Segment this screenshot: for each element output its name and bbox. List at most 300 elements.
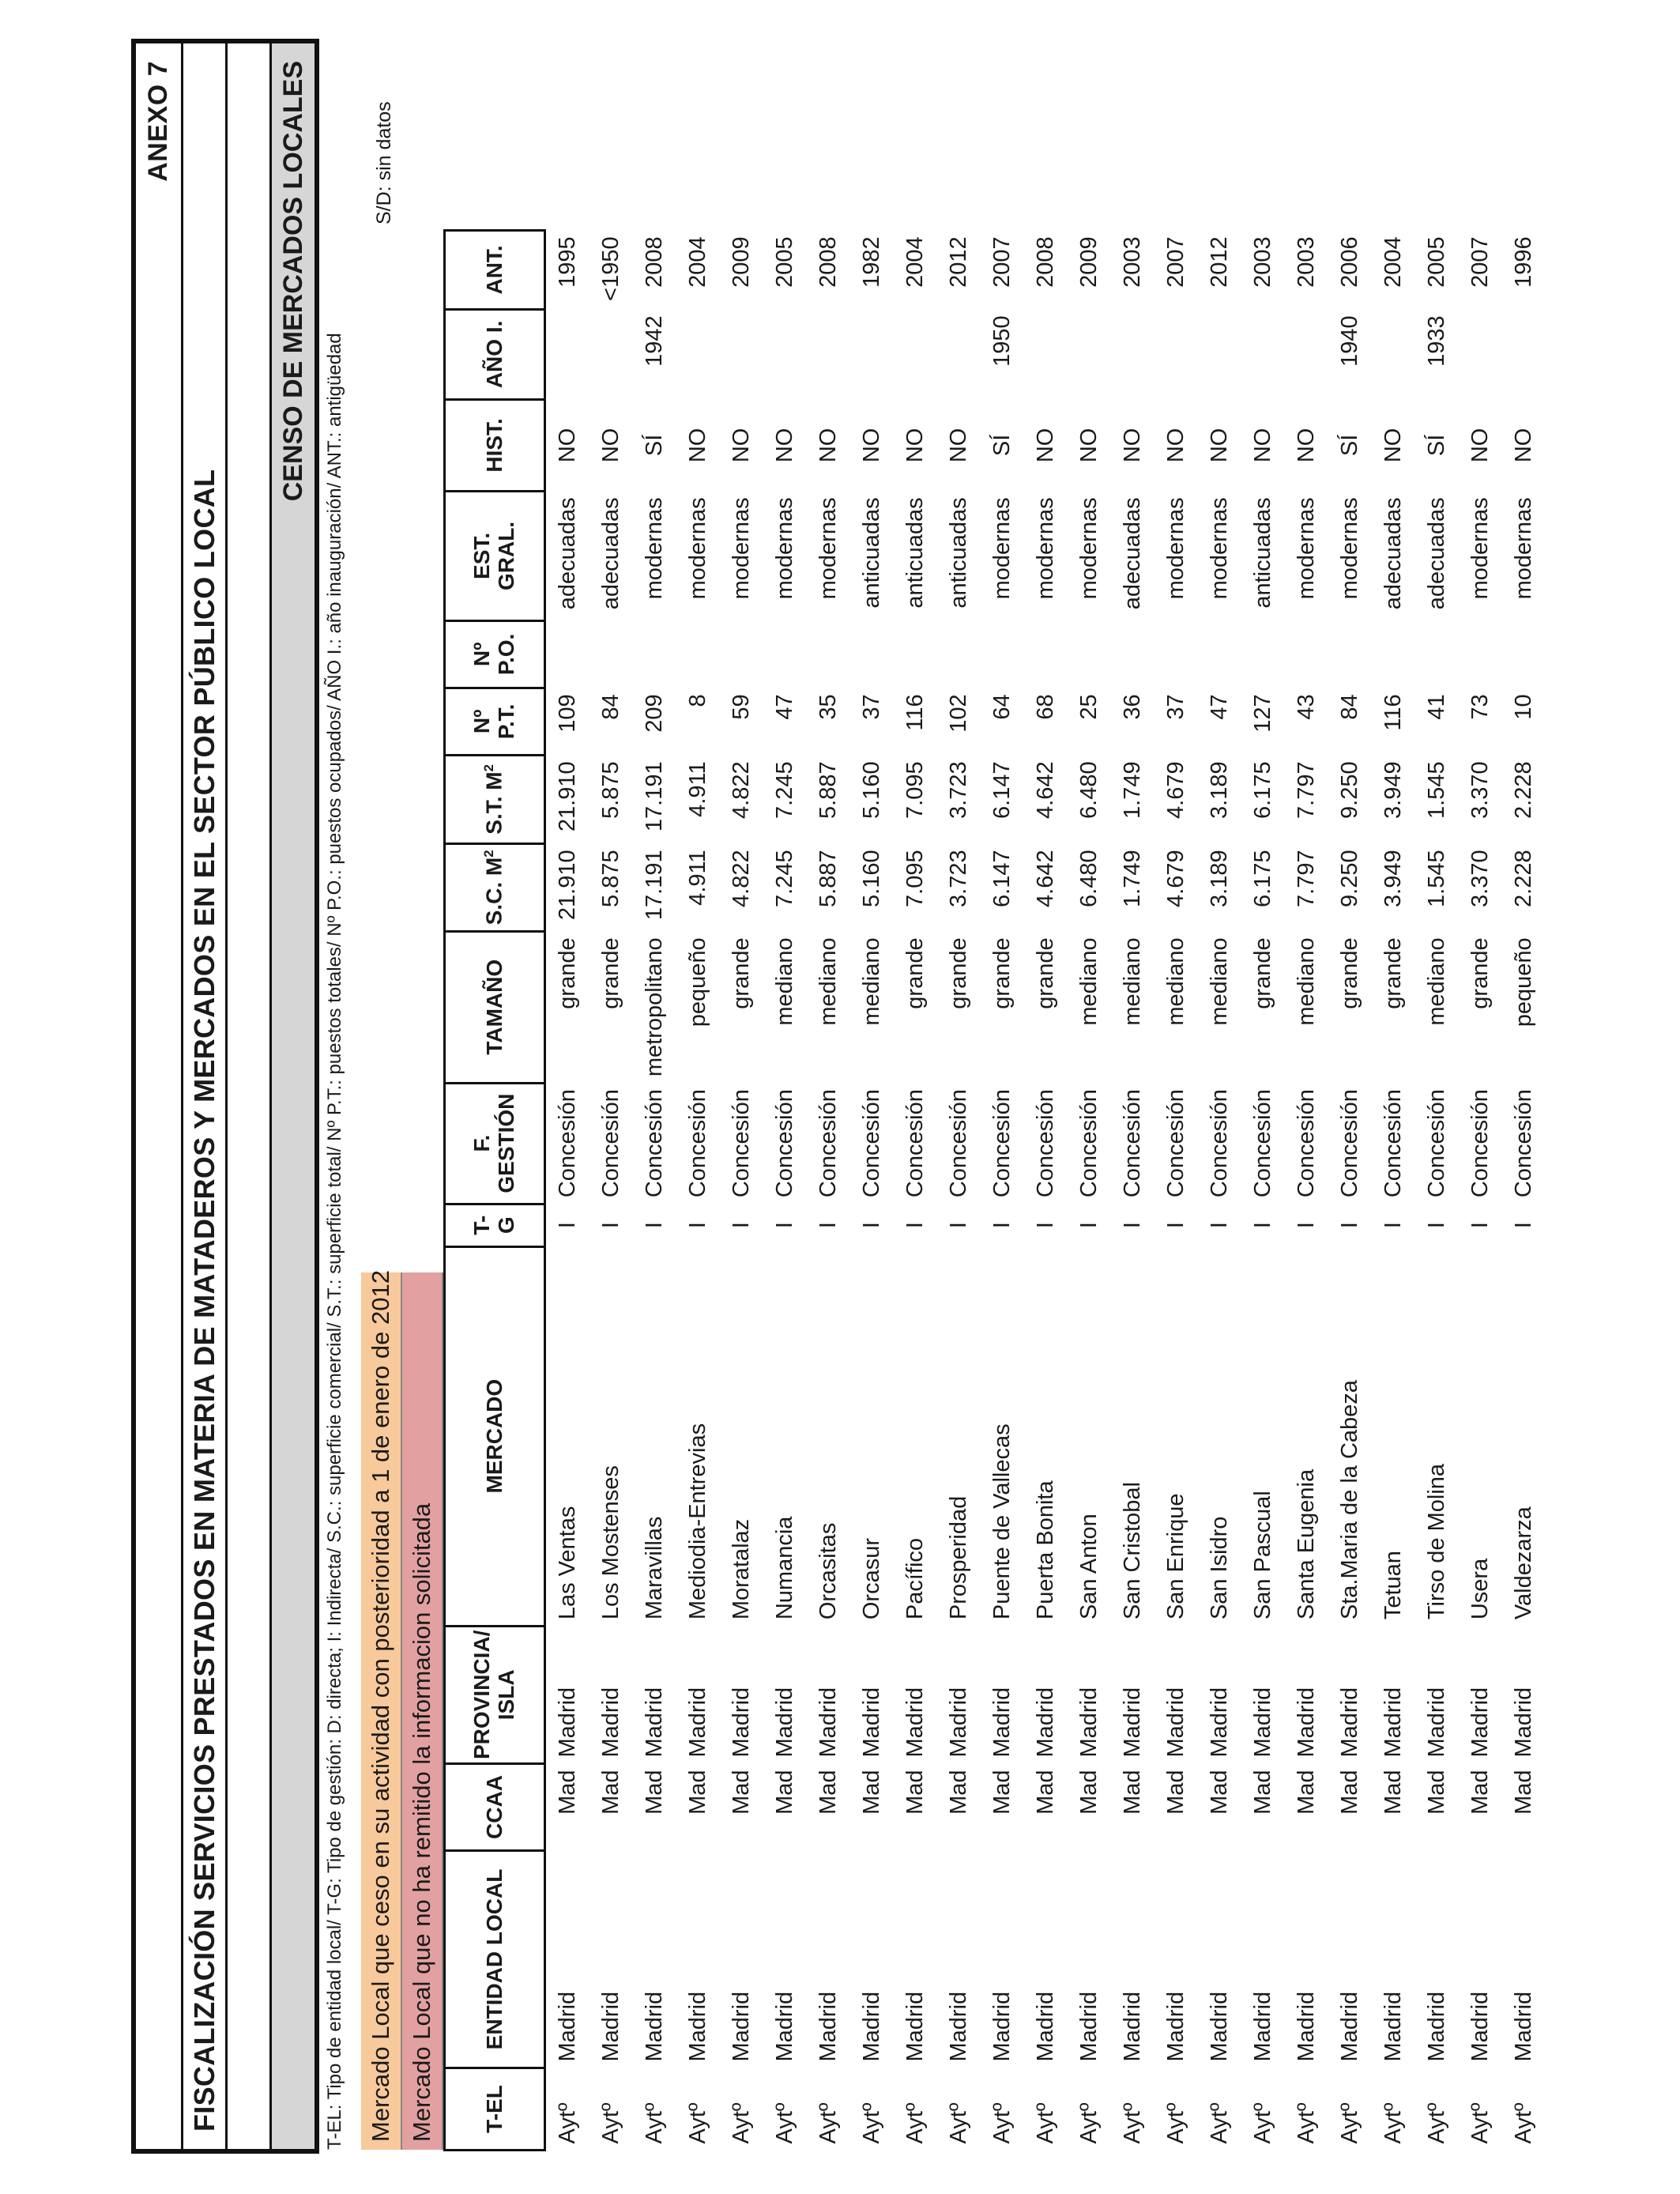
cell-tg: I	[1076, 1222, 1102, 1229]
cell-hist: NO	[729, 428, 754, 463]
cell-sc: 4.642	[1033, 850, 1058, 907]
cell-st: 17.191	[642, 761, 667, 832]
cell-fgestion: Concesión	[1467, 1089, 1493, 1198]
cell-ccaa: Mad	[1207, 1770, 1232, 1815]
cell-provincia: Madrid	[1163, 1687, 1188, 1758]
cell-ccaa: Mad	[1337, 1770, 1362, 1815]
cell-ccaa: Mad	[598, 1770, 623, 1815]
cell-estgral: anticuadas	[1250, 497, 1275, 609]
no-info-market-band: Mercado Local que no ha remitido la informacion solicitada	[402, 1272, 443, 2150]
cell-hist: NO	[946, 428, 971, 463]
table-row	[1241, 230, 1285, 2150]
cell-ant: 2004	[685, 236, 710, 288]
cell-tamano: mediano	[1294, 937, 1319, 1026]
cell-anoi	[763, 309, 807, 399]
cell-tel: Aytº	[1163, 2102, 1188, 2144]
cell-ant: <1950	[598, 236, 623, 301]
cell-tg: I	[859, 1222, 884, 1229]
cell-st: 4.642	[1033, 761, 1058, 819]
col-header-st	[445, 755, 545, 843]
no-data-note: S/D: sin datos	[373, 101, 395, 224]
cell-estgral: anticuadas	[946, 497, 971, 609]
cell-mercado: Tirso de Molina	[1424, 1463, 1449, 1620]
cell-hist: NO	[1120, 428, 1145, 463]
cell-npo	[1328, 620, 1372, 688]
cell-npo	[763, 620, 807, 688]
cell-tel: Aytº	[946, 2102, 971, 2144]
cell-anoi: 1940	[1337, 315, 1362, 367]
cell-sc: 5.160	[859, 850, 884, 907]
cell-ccaa: Mad	[555, 1770, 580, 1815]
cell-ant: 2004	[902, 236, 928, 288]
cell-entidad: Madrid	[1511, 1991, 1536, 2062]
cell-sc: 7.797	[1294, 850, 1319, 907]
col-header-npt: Nº P.T.	[445, 688, 545, 755]
cell-tel: Aytº	[1250, 2102, 1275, 2144]
cell-estgral: modernas	[1511, 497, 1536, 600]
cell-ccaa: Mad	[1467, 1770, 1493, 1815]
cell-sc: 9.250	[1337, 850, 1362, 907]
cell-estgral: adecuadas	[1381, 497, 1406, 610]
cell-estgral: modernas	[1207, 497, 1232, 600]
cell-anoi	[894, 309, 937, 399]
cell-st: 2.228	[1511, 761, 1536, 819]
cell-tamano: grande	[729, 937, 754, 1009]
cell-mercado: Santa Eugenia	[1294, 1468, 1319, 1620]
cell-entidad: Madrid	[902, 1991, 928, 2062]
cell-anoi	[1241, 309, 1285, 399]
cell-tel: Aytº	[902, 2102, 928, 2144]
cell-tamano: mediano	[1163, 937, 1188, 1026]
cell-st: 5.887	[816, 761, 841, 819]
cell-npo	[1241, 620, 1285, 688]
cell-fgestion: Concesión	[555, 1089, 580, 1198]
cell-tamano: grande	[1337, 937, 1362, 1009]
cell-hist: SÍ	[642, 434, 667, 457]
cell-fgestion: Concesión	[1033, 1089, 1058, 1198]
cell-mercado: Sta.Maria de la Cabeza	[1337, 1380, 1362, 1620]
cell-anoi	[720, 309, 763, 399]
cell-npt: 84	[598, 694, 623, 720]
cell-tamano: grande	[1467, 937, 1493, 1009]
cell-entidad: Madrid	[1337, 1991, 1362, 2062]
col-header-mercado: MERCADO	[445, 1246, 545, 1626]
cell-estgral: anticuadas	[902, 497, 928, 609]
cell-tel: Aytº	[1424, 2102, 1449, 2144]
cell-st: 1.545	[1424, 761, 1449, 819]
cell-tel: Aytº	[859, 2102, 884, 2144]
table-row	[1068, 230, 1111, 2150]
cell-sc: 6.175	[1250, 850, 1275, 907]
cell-st: 1.749	[1120, 761, 1145, 819]
cell-npo	[720, 620, 763, 688]
cell-fgestion: Concesión	[859, 1089, 884, 1198]
col-header-tel: T-EL	[445, 2068, 545, 2151]
cell-estgral: modernas	[642, 497, 667, 600]
cell-tg: I	[1467, 1222, 1493, 1229]
cell-ccaa: Mad	[989, 1770, 1015, 1815]
cell-ant: 2003	[1120, 236, 1145, 288]
cell-npo	[1111, 620, 1155, 688]
cell-fgestion: Concesión	[1250, 1089, 1275, 1198]
cell-provincia: Madrid	[1511, 1687, 1536, 1758]
cell-provincia: Madrid	[729, 1687, 754, 1758]
cell-sc: 6.147	[989, 850, 1015, 907]
cell-ccaa: Mad	[1163, 1770, 1188, 1815]
cell-tg: I	[1337, 1222, 1362, 1229]
cell-mercado: Moratalaz	[729, 1518, 754, 1620]
cell-entidad: Madrid	[1033, 1991, 1058, 2062]
cell-tamano: grande	[1250, 937, 1275, 1009]
cell-fgestion: Concesión	[1294, 1089, 1319, 1198]
cell-fgestion: Concesión	[1424, 1089, 1449, 1198]
cell-mercado: Orcasur	[859, 1538, 884, 1620]
cell-mercado: Usera	[1467, 1558, 1493, 1620]
cell-sc: 1.749	[1120, 850, 1145, 907]
cell-ant: 1982	[859, 236, 884, 288]
cell-ant: 2007	[1467, 236, 1493, 288]
cell-estgral: modernas	[989, 497, 1015, 600]
cell-ant: 2012	[1207, 236, 1232, 288]
cell-npt: 47	[1207, 694, 1232, 720]
cell-sc: 21.910	[555, 850, 580, 921]
cell-ant: 2009	[1076, 236, 1102, 288]
cell-st: 6.175	[1250, 761, 1275, 819]
cell-anoi	[1372, 309, 1415, 399]
cell-entidad: Madrid	[1467, 1991, 1493, 2062]
table-row	[937, 230, 981, 2150]
cell-sc: 3.189	[1207, 850, 1232, 907]
cell-provincia: Madrid	[598, 1687, 623, 1758]
cell-mercado: San Enrique	[1163, 1493, 1188, 1620]
table-header-row	[445, 230, 545, 2150]
cell-tg: I	[989, 1222, 1015, 1229]
cell-provincia: Madrid	[1424, 1687, 1449, 1758]
table-row	[763, 230, 807, 2150]
cell-fgestion: Concesión	[1163, 1089, 1188, 1198]
cell-estgral: modernas	[1076, 497, 1102, 600]
cell-sc: 7.245	[772, 850, 797, 907]
cell-npo	[1502, 620, 1546, 688]
cell-sc: 5.887	[816, 850, 841, 907]
cell-fgestion: Concesión	[642, 1089, 667, 1198]
col-header-provincia: PROVINCIA/ ISLA	[445, 1626, 545, 1763]
cell-tel: Aytº	[729, 2102, 754, 2144]
cell-estgral: adecuadas	[555, 497, 580, 610]
cell-mercado: Maravillas	[642, 1516, 667, 1620]
header-annex-row	[136, 43, 183, 2149]
cell-npt: 36	[1120, 694, 1145, 720]
cell-anoi	[1155, 309, 1198, 399]
cell-sc: 4.679	[1163, 850, 1188, 907]
table-row	[894, 230, 937, 2150]
header-title-row	[183, 43, 228, 2149]
cell-anoi	[676, 309, 720, 399]
cell-mercado: San Cristobal	[1120, 1482, 1145, 1620]
cell-ant: 2008	[642, 236, 667, 288]
cell-npo	[1155, 620, 1198, 688]
cell-entidad: Madrid	[1120, 1991, 1145, 2062]
cell-npt: 25	[1076, 694, 1102, 720]
cell-anoi	[1285, 309, 1328, 399]
cell-ant: 1995	[555, 236, 580, 288]
header-census-row	[272, 43, 315, 2149]
cell-mercado: Numancia	[772, 1516, 797, 1620]
cell-npo	[1459, 620, 1502, 688]
cell-hist: NO	[555, 428, 580, 463]
cell-npt: 102	[946, 694, 971, 733]
cell-st: 5.160	[859, 761, 884, 819]
cell-st: 6.147	[989, 761, 1015, 819]
cell-tel: Aytº	[816, 2102, 841, 2144]
cell-ant: 1996	[1511, 236, 1536, 288]
cell-npt: 8	[685, 694, 710, 707]
cell-estgral: modernas	[772, 497, 797, 600]
cell-entidad: Madrid	[1207, 1991, 1232, 2062]
table-row	[590, 230, 633, 2150]
cell-tel: Aytº	[1381, 2102, 1406, 2144]
cell-sc: 5.875	[598, 850, 623, 907]
cell-hist: NO	[1467, 428, 1493, 463]
cell-npt: 47	[772, 694, 797, 720]
cell-tg: I	[816, 1222, 841, 1229]
cell-tg: I	[555, 1222, 580, 1229]
cell-tel: Aytº	[685, 2102, 710, 2144]
cell-npt: 116	[902, 694, 928, 731]
cell-st: 21.910	[555, 761, 580, 832]
cell-entidad: Madrid	[685, 1991, 710, 2062]
cell-mercado: Orcasitas	[816, 1522, 841, 1620]
cell-anoi	[937, 309, 981, 399]
cell-anoi	[590, 309, 633, 399]
cell-estgral: modernas	[1163, 497, 1188, 600]
col-header-ccaa: CCAA	[445, 1764, 545, 1851]
cell-tg: I	[729, 1222, 754, 1229]
col-header-st-label: S.T. M	[481, 771, 507, 835]
table-row	[1198, 230, 1241, 2150]
cell-sc: 4.822	[729, 850, 754, 907]
cell-tg: I	[1424, 1222, 1449, 1229]
market-census-table	[443, 229, 1546, 2151]
table-row	[720, 230, 763, 2150]
cell-estgral: adecuadas	[1424, 497, 1449, 610]
cell-entidad: Madrid	[859, 1991, 884, 2062]
cell-ccaa: Mad	[1033, 1770, 1058, 1815]
cell-mercado: Tetuan	[1381, 1551, 1406, 1620]
cell-npo	[1068, 620, 1111, 688]
table-row	[1415, 230, 1459, 2150]
cell-st: 6.480	[1076, 761, 1102, 819]
cell-npt: 35	[816, 694, 841, 720]
col-header-sc	[445, 843, 545, 931]
report-header	[131, 39, 319, 2154]
cell-tel: Aytº	[598, 2102, 623, 2144]
cell-npo	[937, 620, 981, 688]
cell-provincia: Madrid	[1337, 1687, 1362, 1758]
cell-tamano: grande	[989, 937, 1015, 1009]
cell-sc: 3.370	[1467, 850, 1493, 907]
cell-ant: 2003	[1250, 236, 1275, 288]
cell-fgestion: Concesión	[598, 1089, 623, 1198]
cell-sc: 6.480	[1076, 850, 1102, 907]
col-header-st-exponent: 2	[481, 764, 497, 772]
cell-anoi	[1111, 309, 1155, 399]
cell-st: 3.370	[1467, 761, 1493, 819]
table-row	[981, 230, 1024, 2150]
cell-mercado: Pacífico	[902, 1537, 928, 1620]
cell-npo	[1415, 620, 1459, 688]
cell-entidad: Madrid	[598, 1991, 623, 2062]
cell-npt: 37	[859, 694, 884, 720]
cell-tel: Aytº	[989, 2102, 1015, 2144]
table-row	[1285, 230, 1328, 2150]
cell-sc: 2.228	[1511, 850, 1536, 907]
cell-hist: SÍ	[989, 434, 1015, 457]
cell-tamano: grande	[598, 937, 623, 1009]
col-header-npo: Nº P.O.	[445, 620, 545, 688]
cell-estgral: modernas	[729, 497, 754, 600]
cell-estgral: modernas	[816, 497, 841, 600]
cell-provincia: Madrid	[1076, 1687, 1102, 1758]
cell-npt: 127	[1250, 694, 1275, 733]
cell-tg: I	[1250, 1222, 1275, 1229]
cell-ant: 2005	[1424, 236, 1449, 288]
cell-npt: 37	[1163, 694, 1188, 720]
col-header-estgral: EST. GRAL.	[445, 491, 545, 620]
cell-fgestion: Concesión	[1511, 1089, 1536, 1198]
cell-tamano: pequeño	[1511, 937, 1536, 1027]
cell-ccaa: Mad	[642, 1770, 667, 1815]
cell-anoi	[850, 309, 894, 399]
cell-st: 4.822	[729, 761, 754, 819]
cell-fgestion: Concesión	[1207, 1089, 1232, 1198]
cell-mercado: San Isidro	[1207, 1516, 1232, 1620]
cell-ant: 2009	[729, 236, 754, 288]
table-row	[1024, 230, 1068, 2150]
table-row	[545, 230, 590, 2150]
cell-mercado: San Pascual	[1250, 1491, 1275, 1620]
cell-tamano: mediano	[1120, 937, 1145, 1026]
cell-ant: 2005	[772, 236, 797, 288]
cell-hist: SÍ	[1424, 434, 1449, 457]
cell-entidad: Madrid	[1381, 1991, 1406, 2062]
cell-fgestion: Concesión	[816, 1089, 841, 1198]
cell-entidad: Madrid	[816, 1991, 841, 2062]
cell-estgral: modernas	[1033, 497, 1058, 600]
cell-st: 3.189	[1207, 761, 1232, 819]
cell-hist: NO	[1207, 428, 1232, 463]
cell-st: 7.797	[1294, 761, 1319, 819]
table-body	[545, 230, 1546, 2150]
cell-npt: 84	[1337, 694, 1362, 720]
cell-tg: I	[772, 1222, 797, 1229]
cell-tel: Aytº	[1076, 2102, 1102, 2144]
cell-hist: NO	[1294, 428, 1319, 463]
cell-hist: NO	[1381, 428, 1406, 463]
col-header-sc-exponent: 2	[481, 850, 497, 858]
cell-st: 4.911	[685, 761, 710, 817]
cell-tel: Aytº	[1337, 2102, 1362, 2144]
cell-mercado: Mediodia-Entrevias	[685, 1423, 710, 1620]
cell-npo	[807, 620, 850, 688]
cell-ccaa: Mad	[1381, 1770, 1406, 1815]
cell-ant: 2004	[1381, 236, 1406, 288]
cell-entidad: Madrid	[1163, 1991, 1188, 2062]
cell-ccaa: Mad	[1250, 1770, 1275, 1815]
abbreviations-legend: T-EL: Tipo de entidad local/ T-G: Tipo de gestión: D: directa; I: Indirecta/ S.C.: superficie comercial/ S.T.: superficie total/ Nº P.T.: puestos totales/ Nº P.O.: puestos ocupados/ AÑO I.: año inauguración/ ANT.: antigüedad	[324, 333, 345, 2150]
cell-npt: 43	[1294, 694, 1319, 720]
col-header-hist: HIST.	[445, 399, 545, 491]
cell-fgestion: Concesión	[729, 1089, 754, 1198]
cell-fgestion: Concesión	[772, 1089, 797, 1198]
cell-anoi	[1459, 309, 1502, 399]
cell-tg: I	[1163, 1222, 1188, 1229]
cell-anoi	[1068, 309, 1111, 399]
col-header-tamano: TAMAÑO	[445, 931, 545, 1083]
cell-ccaa: Mad	[946, 1770, 971, 1815]
cell-st: 7.245	[772, 761, 797, 819]
report-title: FISCALIZACIÓN SERVICIOS PRESTADOS EN MATERIA DE MATADEROS Y MERCADOS EN EL SECTOR PÚBLICO LOCAL	[187, 469, 220, 2132]
cell-entidad: Madrid	[946, 1991, 971, 2062]
cell-st: 5.875	[598, 761, 623, 819]
cell-npo	[850, 620, 894, 688]
cell-tamano: mediano	[772, 937, 797, 1026]
cell-provincia: Madrid	[1033, 1687, 1058, 1758]
cell-entidad: Madrid	[989, 1991, 1015, 2062]
cell-tg: I	[598, 1222, 623, 1229]
cell-ccaa: Mad	[1294, 1770, 1319, 1815]
cell-mercado: Puente de Vallecas	[989, 1423, 1015, 1620]
cell-provincia: Madrid	[859, 1687, 884, 1758]
cell-npt: 209	[642, 694, 667, 733]
cell-npt: 59	[729, 694, 754, 720]
cell-tel: Aytº	[1033, 2102, 1058, 2144]
cell-entidad: Madrid	[555, 1991, 580, 2062]
cell-tel: Aytº	[1467, 2102, 1493, 2144]
cell-tg: I	[1120, 1222, 1145, 1229]
cell-entidad: Madrid	[1294, 1991, 1319, 2062]
cell-st: 9.250	[1337, 761, 1362, 819]
cell-anoi: 1942	[642, 315, 667, 367]
cell-tamano: mediano	[1076, 937, 1102, 1026]
cell-st: 4.679	[1163, 761, 1188, 819]
cell-ant: 2012	[946, 236, 971, 288]
cell-npo	[633, 620, 676, 688]
cell-fgestion: Concesión	[1076, 1089, 1102, 1198]
cell-sc: 4.911	[685, 850, 710, 906]
cell-npt: 68	[1033, 694, 1058, 720]
cell-fgestion: Concesión	[902, 1089, 928, 1198]
cell-npo	[894, 620, 937, 688]
cell-tamano: metropolitano	[642, 937, 667, 1077]
cell-tamano: mediano	[859, 937, 884, 1026]
cell-ccaa: Mad	[772, 1770, 797, 1815]
cell-ant: 2008	[816, 236, 841, 288]
table-row	[1502, 230, 1546, 2150]
cell-npo	[590, 620, 633, 688]
cell-provincia: Madrid	[1381, 1687, 1406, 1758]
cell-ccaa: Mad	[1424, 1770, 1449, 1815]
cell-hist: NO	[772, 428, 797, 463]
cell-npo	[1285, 620, 1328, 688]
cell-estgral: adecuadas	[1120, 497, 1145, 610]
cell-tel: Aytº	[1511, 2102, 1536, 2144]
cell-provincia: Madrid	[902, 1687, 928, 1758]
cell-ccaa: Mad	[816, 1770, 841, 1815]
cell-ccaa: Mad	[859, 1770, 884, 1815]
cell-tamano: pequeño	[685, 937, 710, 1027]
cell-npt: 109	[555, 694, 580, 733]
